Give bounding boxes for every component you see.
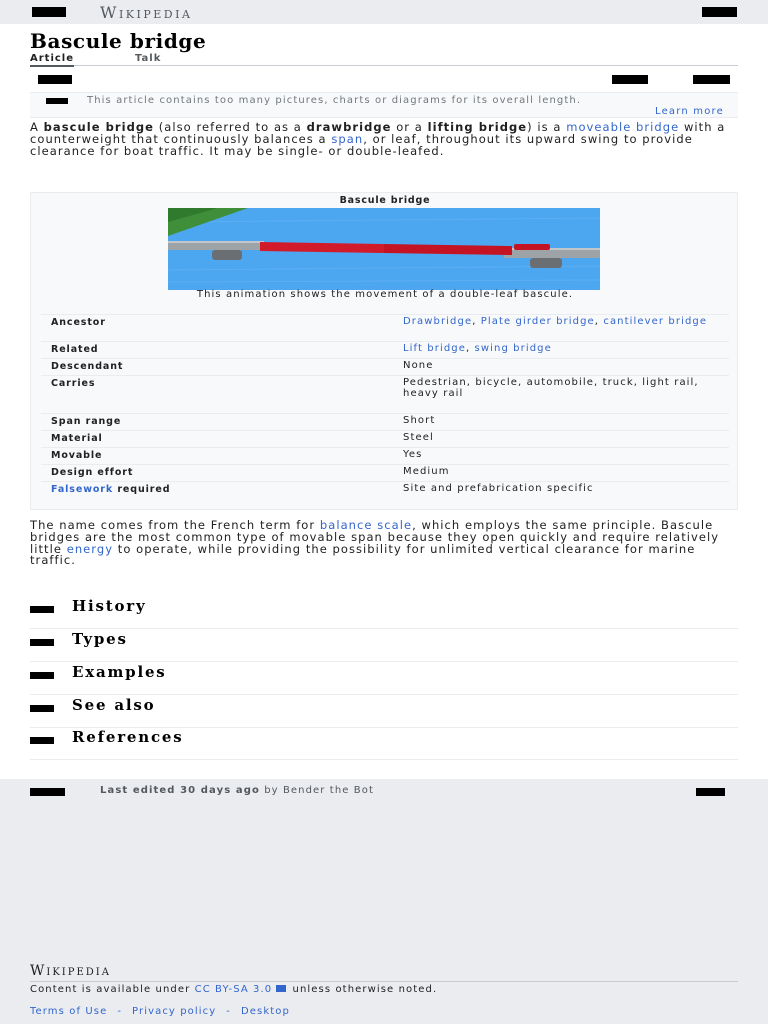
watch-star-button[interactable] <box>612 75 648 84</box>
desktop-link[interactable]: Desktop <box>241 1006 290 1017</box>
infobox-row-ancestor: Ancestor Drawbridge, Plate girder bridge, cantilever bridge <box>41 314 729 341</box>
license-text: Content is available under CC BY-SA 3.0 unless otherwise noted. <box>30 984 438 995</box>
infobox-row-material: Material Steel <box>41 430 729 447</box>
search-button[interactable] <box>702 7 737 17</box>
edit-pencil-button[interactable] <box>693 75 730 84</box>
infobox-row-movable: Movable Yes <box>41 447 729 464</box>
balance-scale-link[interactable]: balance scale <box>319 518 413 532</box>
infobox <box>30 192 738 510</box>
section-types[interactable] <box>30 630 738 662</box>
notice-icon <box>46 98 68 104</box>
header-bar <box>0 0 768 24</box>
footer-wikipedia-logo: Wikipedia <box>30 963 111 979</box>
falsework-link[interactable]: Falsework <box>51 484 114 495</box>
infobox-caption: This animation shows the movement of a double-leaf bascule. <box>196 289 574 300</box>
infobox-row-descendant: Descendant None <box>41 358 729 375</box>
section-heading: Examples <box>72 663 167 681</box>
section-heading: History <box>72 597 147 615</box>
bridge-animation-image[interactable] <box>168 208 600 290</box>
learn-more-link[interactable]: Learn more <box>654 106 724 117</box>
swing-bridge-link[interactable]: swing bridge <box>474 343 552 354</box>
infobox-row-related: Related Lift bridge, swing bridge <box>41 341 729 358</box>
section-examples[interactable] <box>30 663 738 695</box>
second-paragraph: The name comes from the French term for balance scale, which employs the same principle. Bascule bridges are the most common type of movable span because they open quickly and require relatively little energy to operate, while providing the possibility for unlimited vertical clearance for marine traffic. <box>30 518 720 568</box>
plate-girder-bridge-link[interactable]: Plate girder bridge <box>480 316 595 327</box>
chevron-down-icon[interactable] <box>30 606 54 613</box>
chevron-down-icon[interactable] <box>30 705 54 712</box>
main-menu-button[interactable] <box>32 7 66 17</box>
last-edited-text: Last edited 30 days ago by Bender the Bot <box>100 785 374 796</box>
moveable-bridge-link[interactable]: moveable bridge <box>566 120 680 134</box>
cantilever-bridge-link[interactable]: cantilever bridge <box>603 316 708 327</box>
tab-article[interactable]: Article <box>30 53 74 67</box>
infobox-row-span-range: Span range Short <box>41 413 729 430</box>
chevron-down-icon[interactable] <box>30 737 54 744</box>
drawbridge-link[interactable]: Drawbridge <box>403 316 473 327</box>
history-icon <box>30 788 65 796</box>
page-title: Bascule bridge <box>30 29 207 53</box>
last-edited-bar[interactable] <box>0 779 768 803</box>
issues-notice[interactable] <box>30 92 738 118</box>
chevron-right-icon <box>696 788 725 796</box>
privacy-policy-link[interactable]: Privacy policy <box>132 1006 217 1017</box>
span-link[interactable]: span <box>331 131 364 146</box>
notice-text: This article contains too many pictures, charts or diagrams for its overall length. <box>87 95 582 106</box>
external-link-icon <box>276 985 286 992</box>
footer-links: Terms of Use - Privacy policy - Desktop <box>30 1006 290 1017</box>
section-heading: Types <box>72 630 128 648</box>
infobox-row-design-effort: Design effort Medium <box>41 464 729 481</box>
article-content <box>0 24 768 779</box>
section-history[interactable] <box>30 597 738 629</box>
infobox-title: Bascule bridge <box>339 195 431 206</box>
section-references[interactable] <box>30 728 738 760</box>
language-button[interactable] <box>38 75 72 84</box>
section-see-also[interactable] <box>30 696 738 728</box>
lift-bridge-link[interactable]: Lift bridge <box>403 343 466 354</box>
cc-by-sa-link[interactable]: CC BY-SA 3.0 <box>194 984 273 995</box>
namespace-tabs <box>30 52 738 66</box>
wikipedia-logo[interactable]: Wikipedia <box>100 3 193 22</box>
terms-of-use-link[interactable]: Terms of Use <box>30 1006 108 1017</box>
chevron-down-icon[interactable] <box>30 639 54 646</box>
section-heading: References <box>72 728 184 746</box>
section-heading: See also <box>72 696 156 714</box>
infobox-row-falsework: Falsework required Site and prefabrication specific <box>41 481 729 509</box>
energy-link[interactable]: energy <box>66 541 114 556</box>
intro-paragraph: A bascule bridge (also referred to as a drawbridge or a lifting bridge) is a moveable bridge with a counterweight that continuously balances a span, or leaf, throughout its upward swing to provide clearance for boat traffic. It may be single- or double-leafed. <box>30 120 726 158</box>
chevron-down-icon[interactable] <box>30 672 54 679</box>
tab-talk[interactable]: Talk <box>135 53 162 64</box>
footer-divider <box>30 981 738 982</box>
infobox-row-carries: Carries Pedestrian, bicycle, automobile, truck, light rail, heavy rail <box>41 375 729 413</box>
